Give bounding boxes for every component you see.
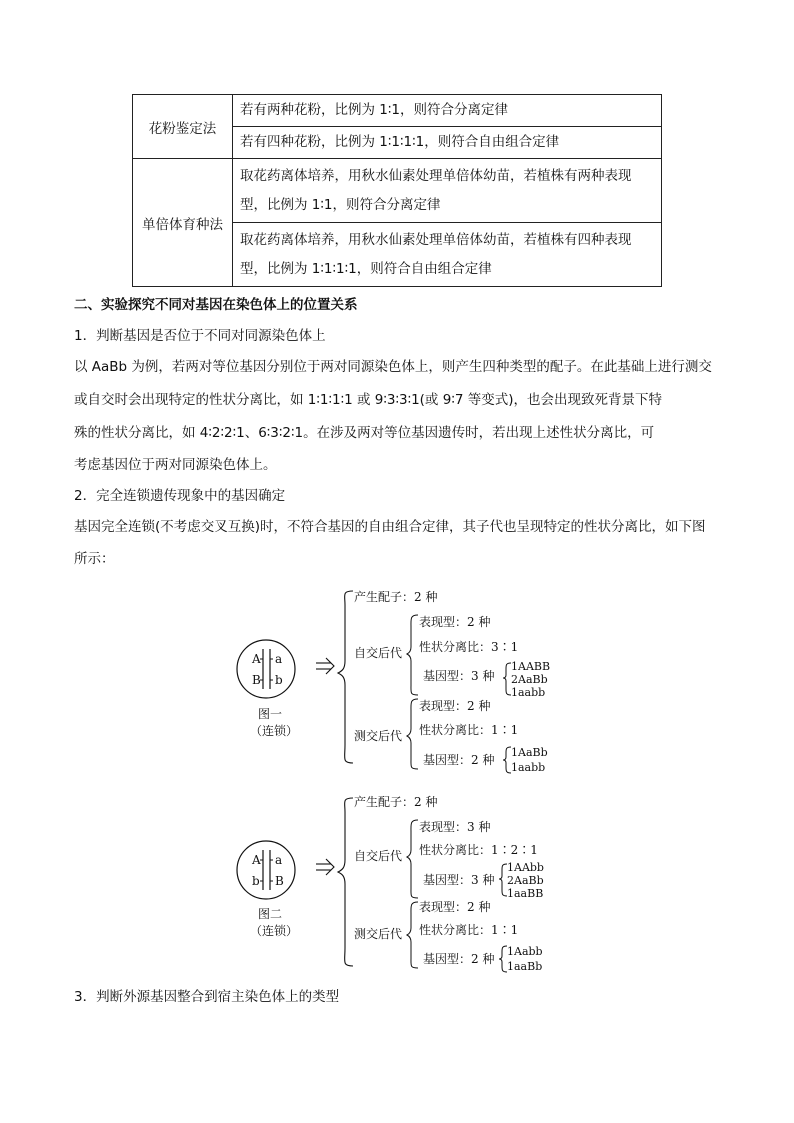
gametes-text: 产生配子：2 种: [354, 795, 438, 809]
paragraph-line: 或自交时会出现特定的性状分离比，如 1∶1∶1∶1 或 9∶3∶3∶1(或 9∶7 等变式)，也会出现致死背景下特: [74, 392, 662, 408]
phenotype-text: 表现型：2 种: [419, 900, 491, 914]
table-row: [133, 95, 662, 127]
implies-arrow: [316, 658, 334, 674]
allele-label: b: [275, 673, 283, 687]
ratio-text: 性状分离比：1∶2∶1: [419, 843, 538, 857]
ratio-text: 性状分离比：1∶1: [419, 923, 519, 937]
paragraph-line: 基因完全连锁(不考虑交叉互换)时，不符合基因的自由组合定律，其子代也呈现特定的性状分离比，如下图: [74, 519, 706, 535]
subsection-title: 2．完全连锁遗传现象中的基因确定: [74, 488, 286, 504]
sub-brace: [407, 820, 418, 898]
genotype-item: 2AaBb: [511, 673, 548, 686]
allele-label: B: [275, 874, 284, 888]
figure-linkage-1: [230, 585, 570, 780]
genotype-brace: [503, 747, 511, 773]
genotype-text: 基因型：2 种: [423, 952, 495, 966]
genotype-item: 1AABB: [511, 660, 551, 673]
paragraph-line: 考虑基因位于两对同源染色体上。: [74, 457, 277, 473]
allele-label: a: [275, 853, 283, 867]
genotype-item: 1aabb: [511, 761, 546, 774]
sub-brace: [407, 902, 418, 968]
result-line: 取花药离体培养，用秋水仙素处理单倍体幼苗，若植株有四种表现: [240, 231, 632, 248]
subsection-title: 3．判断外源基因整合到宿主染色体上的类型: [74, 989, 340, 1005]
method-name: 单倍体育种法: [133, 159, 233, 287]
result-line: 型，比例为 1∶1∶1∶1，则符合自由组合定律: [240, 260, 492, 277]
paragraph-line: 以 AaBb 为例，若两对等位基因分别位于两对同源染色体上，则产生四种类型的配子。在此基础上进行测交: [74, 359, 712, 375]
cell-circle: [237, 640, 295, 698]
genotype-item: 1aaBb: [507, 960, 543, 973]
genotype-item: 2AaBb: [507, 874, 544, 887]
ratio-text: 性状分离比：1∶1: [419, 723, 519, 737]
method-name: 花粉鉴定法: [133, 95, 233, 159]
figure-caption: 图二: [258, 907, 283, 921]
branch-label: 自交后代: [354, 646, 403, 660]
ratio-text: 性状分离比：3∶1: [419, 640, 519, 654]
method-table: [132, 94, 662, 287]
allele-label: a: [275, 652, 283, 666]
method-result: 若有四种花粉，比例为 1∶1∶1∶1，则符合自由组合定律: [233, 127, 662, 159]
genotype-text: 基因型：3 种: [423, 873, 495, 887]
gametes-text: 产生配子：2 种: [354, 590, 438, 604]
figure-subcaption: （连锁）: [250, 924, 299, 938]
sub-brace: [407, 699, 418, 769]
genotype-brace: [499, 946, 507, 972]
implies-arrow: [316, 859, 334, 875]
genotype-text: 基因型：3 种: [423, 669, 495, 683]
branch-label: 测交后代: [354, 729, 403, 743]
figure-subcaption: （连锁）: [250, 724, 299, 738]
genotype-brace: [499, 864, 507, 896]
paragraph-line: 所示：: [74, 551, 115, 567]
paragraph-line: 殊的性状分离比，如 4∶2∶2∶1、6∶3∶2∶1。在涉及两对等位基因遗传时，若出现上述性状分离比，可: [74, 425, 655, 441]
method-result: 若有两种花粉，比例为 1∶1，则符合分离定律: [233, 95, 662, 127]
phenotype-text: 表现型：3 种: [419, 820, 491, 834]
genotype-item: 1AAbb: [507, 861, 544, 874]
genotype-item: 1Aabb: [507, 945, 543, 958]
figure-caption: 图一: [258, 707, 283, 721]
table-row: [133, 159, 662, 223]
section-heading: 二、实验探究不同对基因在染色体上的位置关系: [74, 297, 358, 313]
result-line: 取花药离体培养，用秋水仙素处理单倍体幼苗，若植株有两种表现: [240, 167, 632, 184]
genotype-item: 1aaBB: [507, 887, 544, 900]
genotype-text: 基因型：2 种: [423, 753, 495, 767]
genotype-brace: [503, 663, 511, 695]
main-brace: [338, 798, 353, 966]
sub-brace: [407, 615, 418, 695]
allele-label: A: [252, 853, 261, 867]
phenotype-text: 表现型：2 种: [419, 615, 491, 629]
allele-label: A: [252, 652, 261, 666]
genotype-item: 1AaBb: [511, 746, 548, 759]
subsection-title: 1．判断基因是否位于不同对同源染色体上: [74, 328, 326, 344]
method-result: [233, 223, 662, 287]
phenotype-text: 表现型：2 种: [419, 699, 491, 713]
cell-circle: [237, 841, 295, 899]
genotype-item: 1aabb: [511, 686, 546, 699]
branch-label: 自交后代: [354, 849, 403, 863]
allele-label: b: [252, 874, 260, 888]
allele-label: B: [252, 673, 261, 687]
branch-label: 测交后代: [354, 927, 403, 941]
figure-linkage-2: [230, 790, 570, 980]
main-brace: [338, 591, 353, 763]
result-line: 型，比例为 1∶1，则符合分离定律: [240, 196, 441, 213]
method-result: [233, 159, 662, 223]
